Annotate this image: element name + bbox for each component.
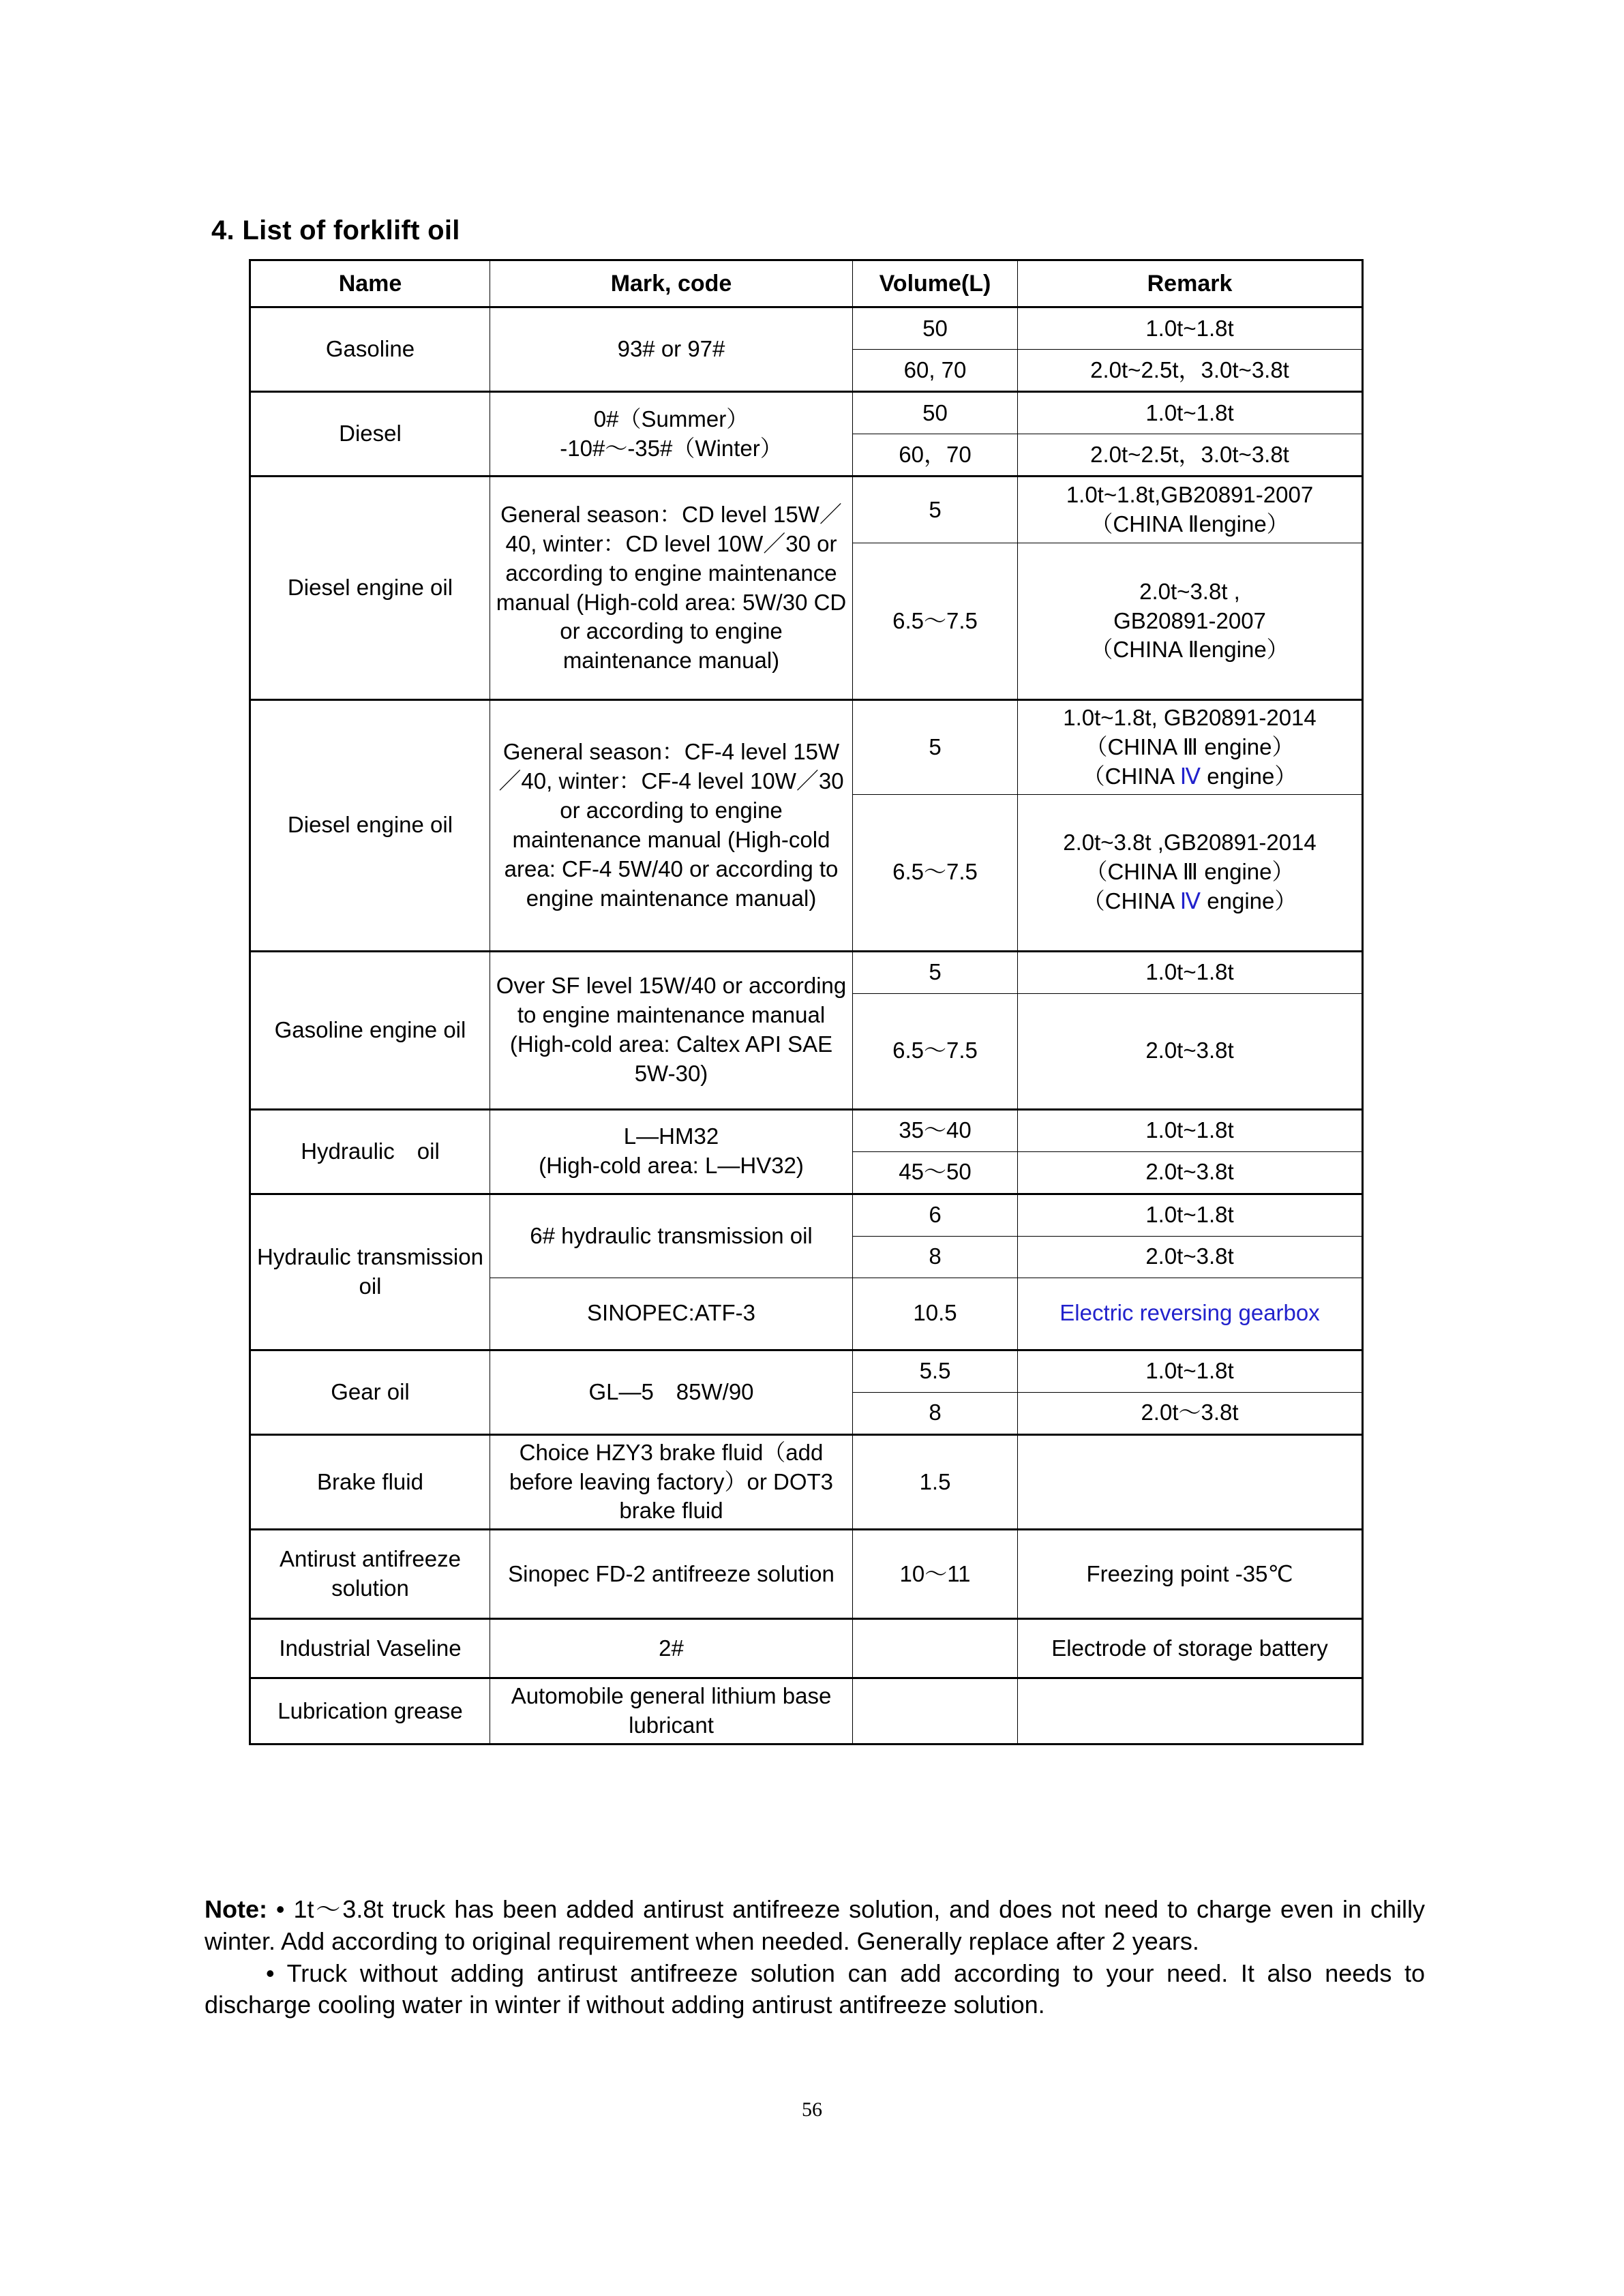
cell-remark: 2.0t~3.8t: [1018, 1151, 1363, 1194]
cell-name: Industrial Vaseline: [250, 1619, 490, 1678]
cell-remark: 2.0t~3.8t: [1018, 993, 1363, 1109]
table-row: [250, 1530, 1363, 1619]
note-bullet-2: • Truck without adding antirust antifreeze solution can add according to your need. It also needs to discharge cooling water in winter if without adding antirust antifreeze solution.: [205, 1959, 1425, 2019]
cell-name: Brake fluid: [250, 1434, 490, 1530]
cell-volume: 5: [853, 700, 1018, 795]
cell-volume: 6.5〜7.5: [853, 993, 1018, 1109]
column-header-name: Name: [250, 260, 490, 307]
note-bullet-1: [205, 1894, 1425, 1958]
table-row: [250, 1350, 1363, 1392]
cell-name: Gasoline: [250, 307, 490, 392]
cell-remark: 2.0t~3.8t , GB20891-2007 （CHINA Ⅱengine）: [1018, 543, 1363, 700]
cell-name: Diesel: [250, 392, 490, 477]
highlighted-token: Ⅳ: [1179, 763, 1201, 789]
cell-mark: L—HM32 (High-cold area: L—HV32): [490, 1109, 853, 1194]
cell-name: Diesel engine oil: [250, 477, 490, 700]
cell-volume: 45〜50: [853, 1151, 1018, 1194]
table-row: [250, 477, 1363, 543]
table-row: [250, 1194, 1363, 1236]
cell-remark: [1018, 1678, 1363, 1744]
cell-remark: 1.0t~1.8t: [1018, 392, 1363, 434]
highlighted-token: Ⅳ: [1179, 888, 1201, 914]
cell-remark: 2.0t~3.8t: [1018, 1236, 1363, 1278]
cell-mark: Sinopec FD-2 antifreeze solution: [490, 1530, 853, 1619]
cell-volume: 6.5〜7.5: [853, 543, 1018, 700]
cell-remark: 1.0t~1.8t: [1018, 1109, 1363, 1151]
table-row: [250, 951, 1363, 993]
cell-volume: 5: [853, 951, 1018, 993]
note-label: Note:: [205, 1895, 267, 1923]
table-row: [250, 307, 1363, 350]
cell-remark: 2.0t〜3.8t: [1018, 1392, 1363, 1434]
cell-remark: Electric reversing gearbox: [1018, 1278, 1363, 1350]
cell-volume: 35〜40: [853, 1109, 1018, 1151]
cell-volume: 6: [853, 1194, 1018, 1236]
cell-name: Antirust antifreeze solution: [250, 1530, 490, 1619]
cell-mark: SINOPEC:ATF-3: [490, 1278, 853, 1350]
column-header-remark: Remark: [1018, 260, 1363, 307]
cell-remark: [1018, 1434, 1363, 1530]
table-row: [250, 1619, 1363, 1678]
table-header-row: [250, 260, 1363, 307]
page-title: 4. List of forklift oil: [211, 215, 460, 245]
cell-volume: 6.5〜7.5: [853, 794, 1018, 951]
cell-volume: 5: [853, 477, 1018, 543]
cell-name: Gasoline engine oil: [250, 951, 490, 1109]
cell-volume: 10〜11: [853, 1530, 1018, 1619]
cell-name: Hydraulic transmission oil: [250, 1194, 490, 1350]
table-row: [250, 1434, 1363, 1530]
table-row: [250, 392, 1363, 434]
cell-mark: 2#: [490, 1619, 853, 1678]
cell-mark: GL—5 85W/90: [490, 1350, 853, 1434]
cell-remark: 1.0t~1.8t: [1018, 951, 1363, 993]
cell-remark: 1.0t~1.8t,GB20891-2007 （CHINA Ⅱengine）: [1018, 477, 1363, 543]
cell-remark: 1.0t~1.8t: [1018, 307, 1363, 350]
cell-name: Diesel engine oil: [250, 700, 490, 952]
cell-volume: [853, 1678, 1018, 1744]
cell-volume: 5.5: [853, 1350, 1018, 1392]
cell-remark: 1.0t~1.8t: [1018, 1194, 1363, 1236]
cell-volume: [853, 1619, 1018, 1678]
cell-mark: General season：CD level 15W／40, winter：CD level 10W／30 or according to engine maintenance manual (High-cold area: 5W/30 CD or according to engine maintenance manual): [490, 477, 853, 700]
cell-remark: 1.0t~1.8t, GB20891-2014 （CHINA Ⅲ engine） （CHINA Ⅳ engine）: [1018, 700, 1363, 795]
cell-mark: 0#（Summer） -10#〜-35#（Winter）: [490, 392, 853, 477]
cell-remark: 2.0t~2.5t，3.0t~3.8t: [1018, 350, 1363, 392]
cell-mark: General season：CF-4 level 15W／40, winter：CF-4 level 10W／30 or according to engine maintenance manual (High-cold area: CF-4 5W/40 or according to engine maintenance manual): [490, 700, 853, 952]
cell-volume: 8: [853, 1236, 1018, 1278]
cell-name: Gear oil: [250, 1350, 490, 1434]
table-row: [250, 1109, 1363, 1151]
column-header-volume: Volume(L): [853, 260, 1018, 307]
cell-volume: 1.5: [853, 1434, 1018, 1530]
column-header-mark: Mark, code: [490, 260, 853, 307]
cell-volume: 50: [853, 307, 1018, 350]
cell-volume: 8: [853, 1392, 1018, 1434]
cell-mark: 6# hydraulic transmission oil: [490, 1194, 853, 1278]
cell-volume: 10.5: [853, 1278, 1018, 1350]
cell-remark: Freezing point -35℃: [1018, 1530, 1363, 1619]
cell-remark: 2.0t~3.8t ,GB20891-2014 （CHINA Ⅲ engine） （CHINA Ⅳ engine）: [1018, 794, 1363, 951]
table-row: [250, 1678, 1363, 1744]
cell-name: Lubrication grease: [250, 1678, 490, 1744]
cell-mark: 93# or 97#: [490, 307, 853, 392]
cell-mark: Automobile general lithium base lubricant: [490, 1678, 853, 1744]
page-number: 56: [802, 2098, 822, 2121]
forklift-oil-table: [249, 259, 1364, 1745]
cell-mark: Choice HZY3 brake fluid（add before leaving factory）or DOT3 brake fluid: [490, 1434, 853, 1530]
cell-mark: Over SF level 15W/40 or according to engine maintenance manual (High-cold area: Caltex API SAE 5W-30): [490, 951, 853, 1109]
note-text-1: • 1t〜3.8t truck has been added antirust antifreeze solution, and does not need to charge even in chilly winter. Add according to original requirement when needed. Generally replace after 2 years.: [205, 1895, 1425, 1955]
notes-section: [205, 1894, 1425, 2021]
cell-remark: 2.0t~2.5t，3.0t~3.8t: [1018, 434, 1363, 477]
cell-remark: Electrode of storage battery: [1018, 1619, 1363, 1678]
cell-volume: 60，70: [853, 434, 1018, 477]
cell-name: Hydraulic oil: [250, 1109, 490, 1194]
cell-volume: 50: [853, 392, 1018, 434]
cell-remark: 1.0t~1.8t: [1018, 1350, 1363, 1392]
table-row: [250, 700, 1363, 795]
cell-volume: 60, 70: [853, 350, 1018, 392]
